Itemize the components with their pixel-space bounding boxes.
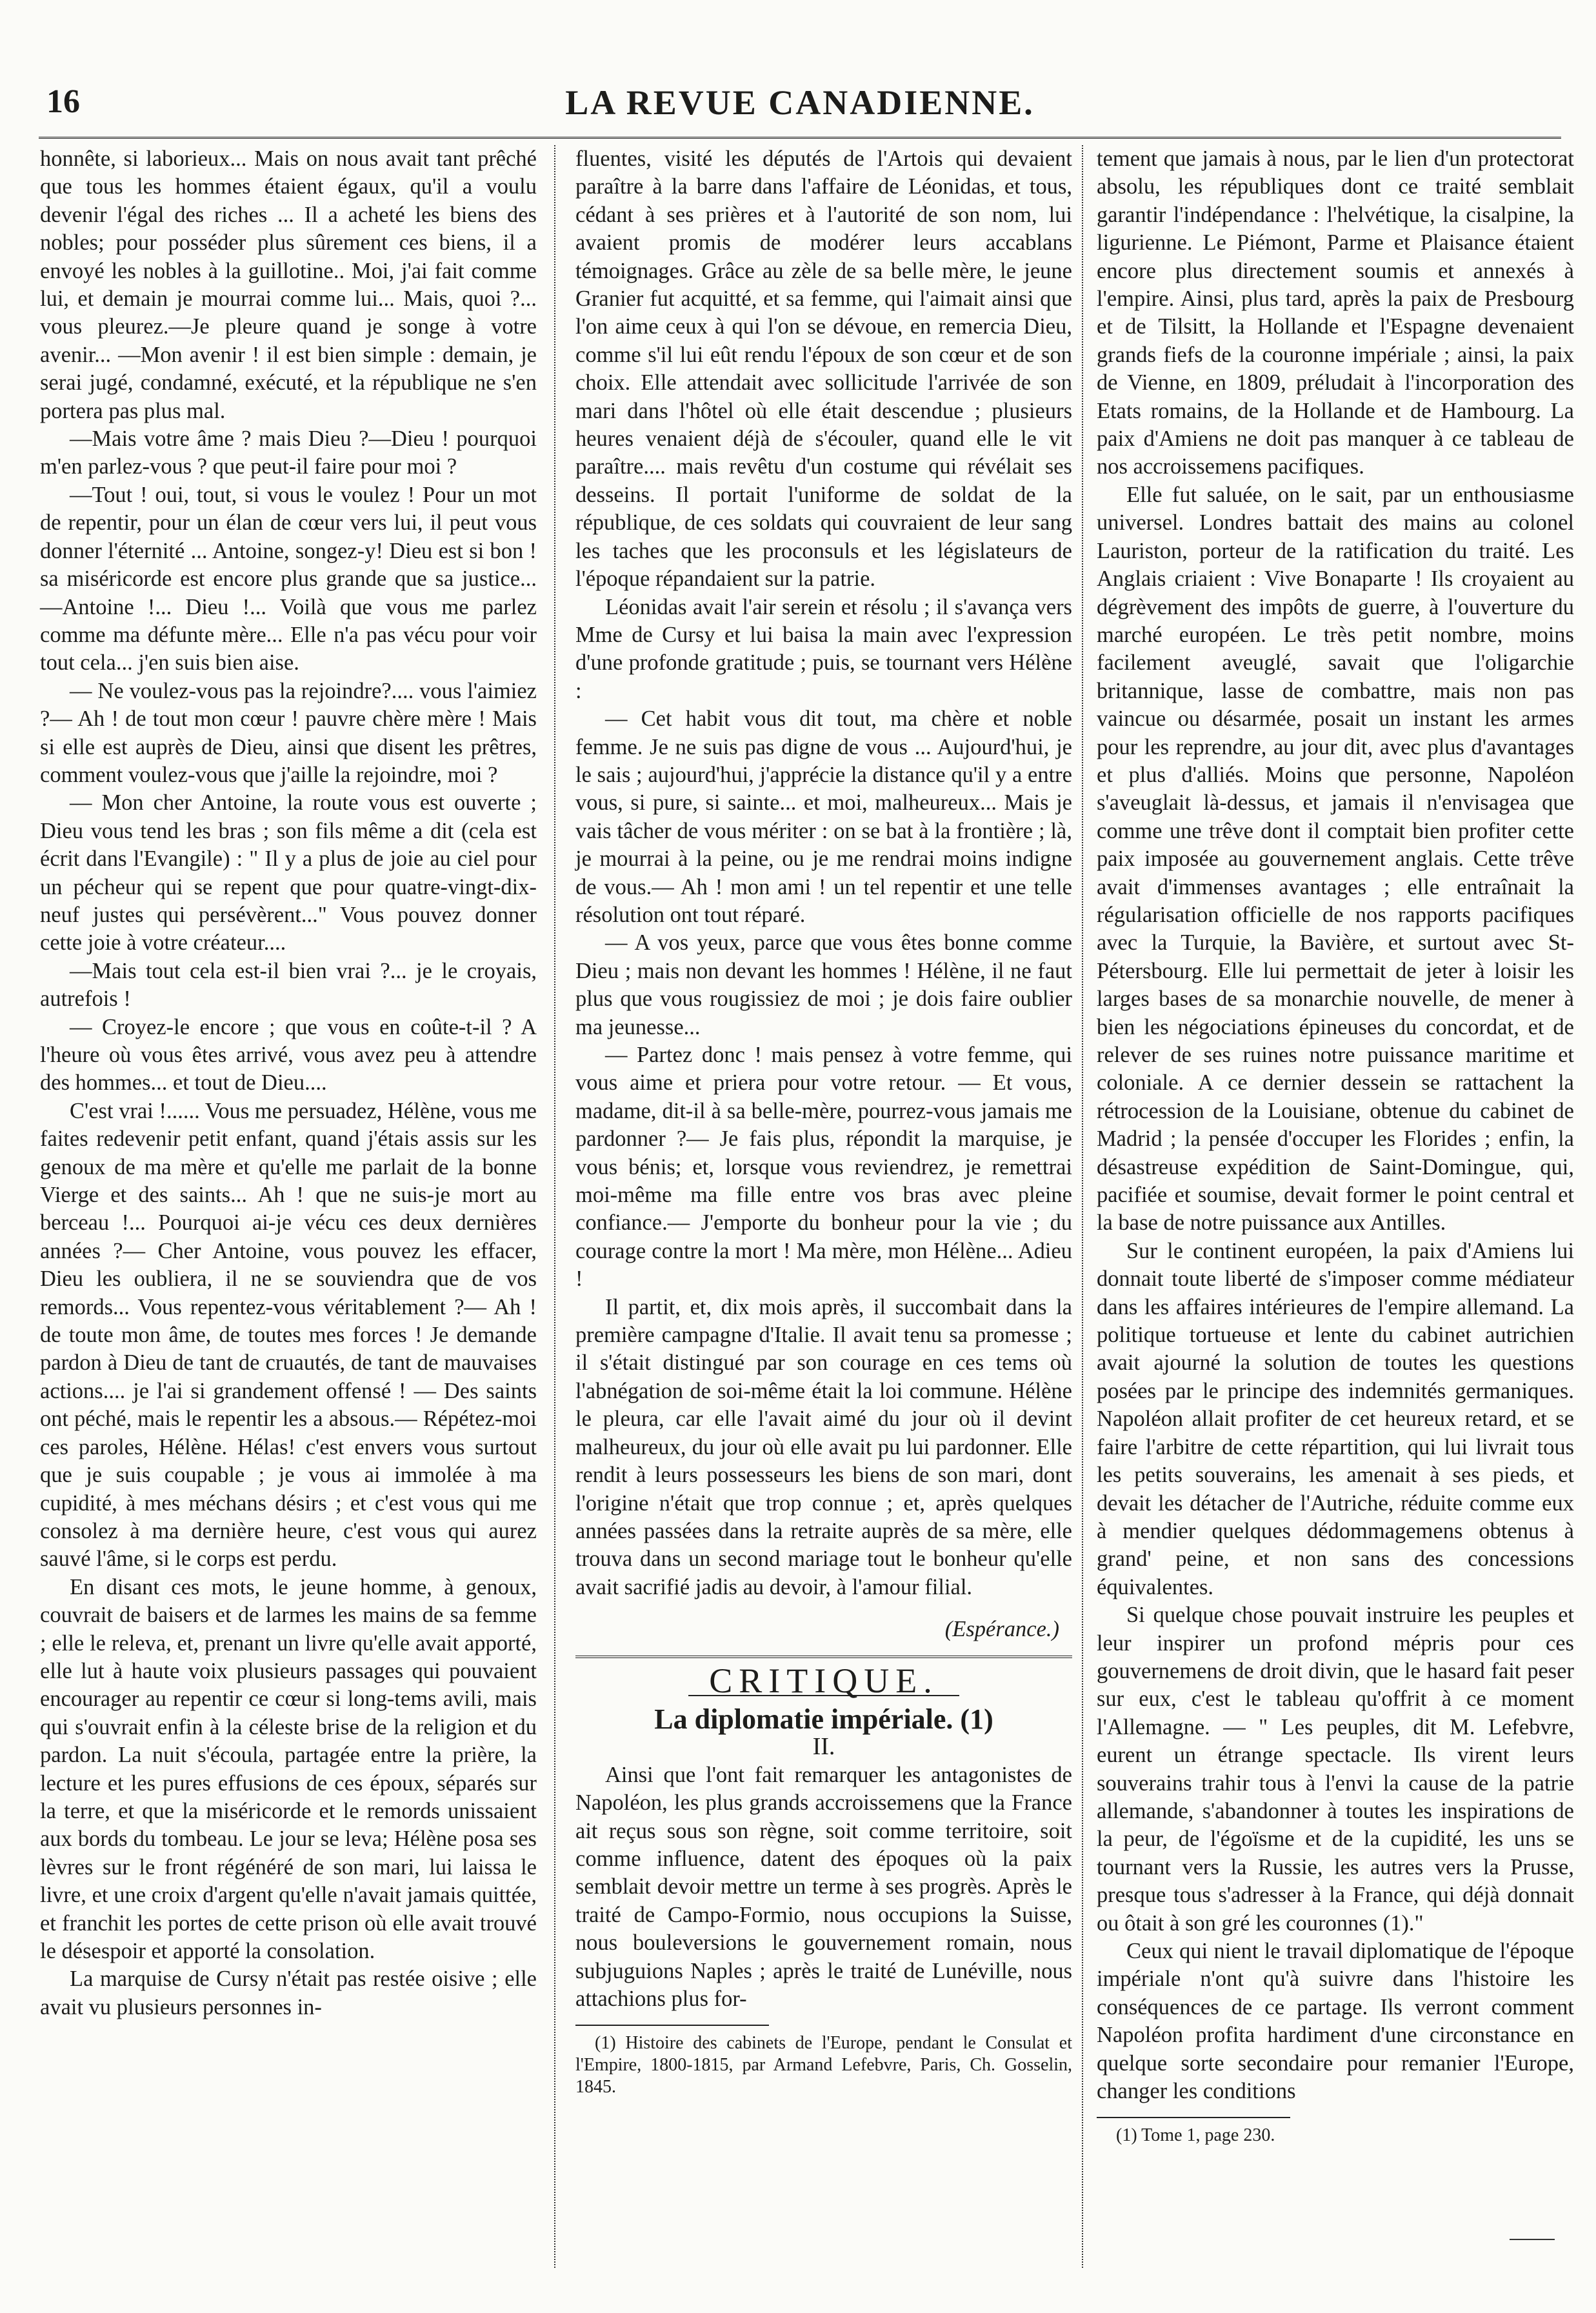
footnote-text: (1) Tome 1, page 230.: [1116, 2125, 1275, 2146]
column-2: [575, 145, 1072, 2098]
paragraph: — A vos yeux, parce que vous êtes bonne comme Dieu ; mais non devant les hommes ! Hélène, il ne faut plus que vous rougissiez de moi ; je dois faire oublier ma jeunesse...: [575, 930, 1072, 1039]
paragraph: — Ne voulez-vous pas la rejoindre?.... vous l'aimiez ?— Ah ! de tout mon cœur ! pauvre chère mère ! Mais si elle est auprès de Dieu, ainsi que disent les prêtres, comment voulez-vous que j'aille la rejoindre, moi ?: [40, 678, 537, 787]
paragraph: — Mon cher Antoine, la route vous est ouverte ; Dieu vous tend les bras ; son fils même a dit (cela est écrit dans l'Evangile) : " Il y a plus de joie au ciel pour un pécheur qui se repent que pour quatre-vingt-dix-neuf justes qui persévèrent..." Vous pouvez donner cette joie à votre créateur....: [40, 790, 537, 956]
paragraph: —Tout ! oui, tout, si vous le voulez ! Pour un mot de repentir, pour un élan de cœur vers lui, il peut vous donner l'éternité ... Antoine, songez-y! Dieu est si bon ! sa miséricorde est encore plus grande que sa justice... —Antoine !... Dieu !... Voilà que vous me parlez comme ma défunte mère... Elle n'a pas vécu pour voir tout cela... j'en suis bien aise.: [40, 482, 537, 676]
paragraph: Ceux qui nient le travail diplomatique de l'époque impériale n'ont qu'à suivre dans l'histoire les conséquences de ce partage. Ils verront comment Napoléon profita hardiment d'une circonstance en quelque sorte secondaire pour remanier l'Europe, changer les conditions: [1097, 1939, 1574, 2104]
section-title: CRITIQUE.: [709, 1661, 939, 1700]
paragraph: Elle fut saluée, on le sait, par un enthousiasme universel. Londres battait des mains au colonel Lauriston, porteur de la ratification du traité. Les Anglais criaient : Vive Bonaparte ! Ils croyaient au dégrèvement des impôts de guerre, à l'ouverture du marché européen. Le très petit nombre, moins facilement aveuglé, savait que l'oligarchie britannique, lasse de combattre, mais non pas vaincue ou désarmée, posait un instant les armes pour les reprendre, au jour dit, avec plus d'avantages et plus d'alliés. Moins que personne, Napoléon s'aveuglait là-dessus, et jamais il n'envisagea que comme une trêve dont il comptait bien profiter cette paix imposée au gouvernement anglais. Cette trêve avait d'immenses avantages ; elle entraînait la régularisation officielle de nos rapports pacifiques avec la Turquie, la Bavière, et surtout avec St-Pétersbourg. Elle lui permettait de jeter à loisir les larges bases de sa monarchie nouvelle, de mener à bien les négociations épineuses du concordat, et de relever de ses ruines notre puissance maritime et coloniale. A ce dernier dessein se rattachent la rétrocession de la Louisiane, obtenue du cabinet de Madrid ; la pensée d'occuper les Florides ; enfin, la désastreuse expédition de Saint-Domingue, qui, pacifiée et soumise, devait former le point central et la base de notre puissance aux Antilles.: [1097, 482, 1574, 1236]
paragraph: — Croyez-le encore ; que vous en coûte-t-il ? A l'heure où vous êtes arrivé, vous avez peu à attendre des hommes... et tout de Dieu....: [40, 1014, 537, 1096]
running-title: LA REVUE CANADIENNE.: [565, 83, 1035, 122]
paragraph: — Cet habit vous dit tout, ma chère et noble femme. Je ne suis pas digne de vous ... Aujourd'hui, je le sais ; aujourd'hui, j'apprécie la distance qu'il y a entre vous, si pure, si sainte... et moi, malheureux... Mais je vais tâcher de vous mériter : on se bat à la frontière ; là, je mourrai à la peine, ou je me rendrai moins indigne de vous.— Ah ! mon ami ! un tel repentir et une telle résolution ont tout réparé.: [575, 706, 1072, 927]
end-mark: [1510, 2239, 1555, 2240]
story-signature: (Espérance.): [944, 1617, 1059, 1642]
part-number: II.: [812, 1733, 835, 1761]
paragraph: Sur le continent européen, la paix d'Amiens lui donnait toute liberté de s'imposer comme médiateur dans les affaires intérieures de l'empire allemand. La politique tortueuse et lente du cabinet autrichien avait ajourné la solution de toutes les questions posées par le principe des indemnités germaniques. Napoléon allait profiter de cet heureux retard, et se faire l'arbitre de cette répartition, qui lui livrait tous les petits souverains, les amenait à ses pieds, et devait les détacher de l'Autriche, réduite comme eux à mendier quelques dédommagemens obtenus à grand' peine, et non sans des concessions équivalentes.: [1097, 1238, 1574, 1599]
column-3: [1097, 145, 1574, 2147]
article-title: La diplomatie impériale. (1): [654, 1703, 993, 1735]
footnote: [575, 2032, 1072, 2098]
footnote-rule: [1097, 2117, 1290, 2118]
column-divider-1: [554, 145, 555, 2268]
paragraph: En disant ces mots, le jeune homme, à genoux, couvrait de baisers et de larmes les mains de sa femme ; elle le releva, et, prenant un livre qu'elle avait apporté, elle lut à haute voix plusieurs passages qui pouvaient encourager au repentir ce cœur si long-tems avili, mais qui s'ouvrait enfin à la céleste brise de la religion et du pardon. La nuit s'écoula, partagée entre la prière, la lecture et les pures effusions de ces époux, séparés sur la terre, et que la miséricorde et le remords unissaient aux bords du tombeau. Le jour se leva; Hélène posa ses lèvres sur le front régénéré de son mari, lui laissa le livre, et une croix d'argent qu'elle n'avait jamais quittée, et franchit les portes de cette prison où elle avait trouvé le désespoir et apporté la consolation.: [40, 1574, 537, 1963]
paragraph: La marquise de Cursy n'était pas restée oisive ; elle avait vu plusieurs personnes in-: [40, 1967, 537, 2019]
paragraph: fluentes, visité les députés de l'Artois qui devaient paraître à la barre dans l'affaire de Léonidas, et tous, cédant à ses prières et à l'autorité de son nom, lui avaient promis de modérer leurs accablans témoignages. Grâce au zèle de sa belle mère, le jeune Granier fut acquitté, et sa femme, qui l'aimait ainsi que l'on aime ceux à qui l'on se dévoue, en remercia Dieu, comme s'il lui eût rendu l'époux de son cœur et de son choix. Elle attendait avec sollicitude l'arrivée de son mari dans l'hôtel où elle était descendue ; plusieurs heures venaient déjà de s'écouler, quand elle le vit paraître.... mais revêtu d'un costume qui révélait ses desseins. Il portait l'uniforme de soldat de la république, de ces soldats qui couvraient de leur sang les taches que les proconsuls et les législateurs de l'époque répandaient sur la patrie.: [575, 146, 1072, 592]
footnote: [1097, 2125, 1574, 2147]
column-1: [40, 145, 537, 2021]
page-number: 16: [46, 83, 80, 120]
paragraph: —Mais tout cela est-il bien vrai ?... je le croyais, autrefois !: [40, 958, 537, 1012]
paragraph: C'est vrai !...... Vous me persuadez, Hélène, vous me faites redevenir petit enfant, quand j'étais assis sur les genoux de ma mère et qu'elle me parlait de la bonne Vierge et des saints... Ah ! que ne suis-je mort au berceau !... Pourquoi ai-je vécu ces deux dernières années ?— Cher Antoine, vous pouvez les effacer, Dieu les oubliera, il ne se souviendra que de vos remords... Vous repentez-vous véritablement ?— Ah ! de toute mon âme, de toutes mes forces ! Je demande pardon à Dieu de tant de cruautés, de tant de mauvaises actions.... je l'ai si grandement offensé ! — Des saints ont péché, mais le repentir les a absous.— Répétez-moi ces paroles, Hélène. Hélas! c'est envers vous surtout que je suis coupable ; je vous ai immolée à ma cupidité, à mes méchans désirs ; et c'est vous qui me consolez à ma dernière heure, c'est vous qui aurez sauvé l'âme, si le corps est perdu.: [40, 1098, 537, 1572]
section-divider: [575, 1656, 1072, 1658]
paragraph: honnête, si laborieux... Mais on nous avait tant prêché que tous les hommes étaient égaux, qu'il a voulu devenir l'égal des riches ... Il a acheté les biens des nobles; pour posséder plus sûrement ces biens, il a envoyé les nobles à la guillotine.. Moi, j'ai fait comme lui, et demain je mourrai comme lui... Mais, quoi ?... vous pleurez.—Je pleure quand je songe à votre avenir... —Mon avenir ! il est bien simple : demain, je serai jugé, condamné, exécuté, et la république ne s'en portera pas plus mal.: [40, 146, 537, 423]
paragraph: —Mais votre âme ? mais Dieu ?—Dieu ! pourquoi m'en parlez-vous ? que peut-il faire pour moi ?: [40, 426, 537, 479]
paragraph: Il partit, et, dix mois après, il succombait dans la première campagne d'Italie. Il avait tenu sa promesse ; il s'était distingué par son courage en ces tems où l'abnégation de soi-même était la loi commune. Hélène le pleura, car elle l'avait aimé du jour où il devint malheureux, du jour où elle avait pu lui pardonner. Elle rendit à leurs possesseurs les biens de son mari, dont l'origine n'était que trop connue ; et, après quelques années passées dans la retraite auprès de sa mère, elle trouva dans un second mariage tout le bonheur qu'elle avait sacrifié jadis au devoir, à l'amour filial.: [575, 1294, 1072, 1599]
paragraph: Ainsi que l'ont fait remarquer les antagonistes de Napoléon, les plus grands accroissemens que la France ait reçus sous son règne, soit comme territoire, soit comme influence, datent des époques où la paix semblait devoir mettre un terme à ses progrès. Après le traité de Campo-Formio, nous occupions la Suisse, nous bouleversions le gouvernement romain, nous subjuguions Naples ; après le traité de Lunéville, nous attachions plus for-: [575, 1762, 1072, 2011]
paragraph: tement que jamais à nous, par le lien d'un protectorat absolu, les républiques dont ce traité semblait garantir l'indépendance : l'helvétique, la cisalpine, la ligurienne. Le Piémont, Parme et Plaisance étaient encore plus directement soumis et annexés à l'empire. Ainsi, plus tard, après la paix de Presbourg et de Tilsitt, la Hollande et l'Espagne devenaient grands fiefs de la couronne impériale ; ainsi, la paix de Vienne, en 1809, préludait à l'incorporation des Etats romains, de la Hollande et de Hambourg. La paix d'Amiens ne doit pas manquer à ce tableau de nos accroissemens pacifiques.: [1097, 146, 1574, 479]
paragraph: Si quelque chose pouvait instruire les peuples et leur inspirer un profond mépris pour ces gouvernemens de droit divin, que le hasard fait peser sur eux, c'est le tableau qu'offrit à ce moment l'Allemagne. — " Les peuples, dit M. Lefebvre, eurent un étrange spectacle. Ils virent leurs souverains trahir tous à l'envi la cause de la patrie allemande, s'abandonner à toutes les inspirations de la peur, de l'égoïsme et de la cupidité, les uns se tournant vers la Russie, les autres vers la Prusse, presque tous s'adresser à la France, qui déjà donnait ou ôtait à son gré les couronnes (1).": [1097, 1603, 1574, 1936]
page-header: [39, 76, 1561, 134]
footnote-text: (1) Histoire des cabinets de l'Europe, pendant le Consulat et l'Empire, 1800-1815, par Armand Lefebvre, Paris, Ch. Gosselin, 1845.: [575, 2033, 1072, 2098]
paragraph: Léonidas avait l'air serein et résolu ; il s'avança vers Mme de Cursy et lui baisa la main avec l'expression d'une profonde gratitude ; puis, se tournant vers Hélène :: [575, 594, 1072, 703]
header-rule: [39, 137, 1561, 139]
column-divider-2: [1082, 145, 1083, 2268]
paragraph: — Partez donc ! mais pensez à votre femme, qui vous aime et priera pour votre retour. — Et vous, madame, dit-il à sa belle-mère, pourrez-vous jamais me pardonner ?— Je fais plus, répondit la marquise, je vous bénis; et, lorsque vous reviendrez, je remettrai moi-même ma fille entre vos bras avec pleine confiance.— J'emporte du bonheur pour la vie ; du courage contre la mort ! Ma mère, mon Hélène... Adieu !: [575, 1043, 1072, 1292]
footnote-rule: [575, 2025, 769, 2026]
